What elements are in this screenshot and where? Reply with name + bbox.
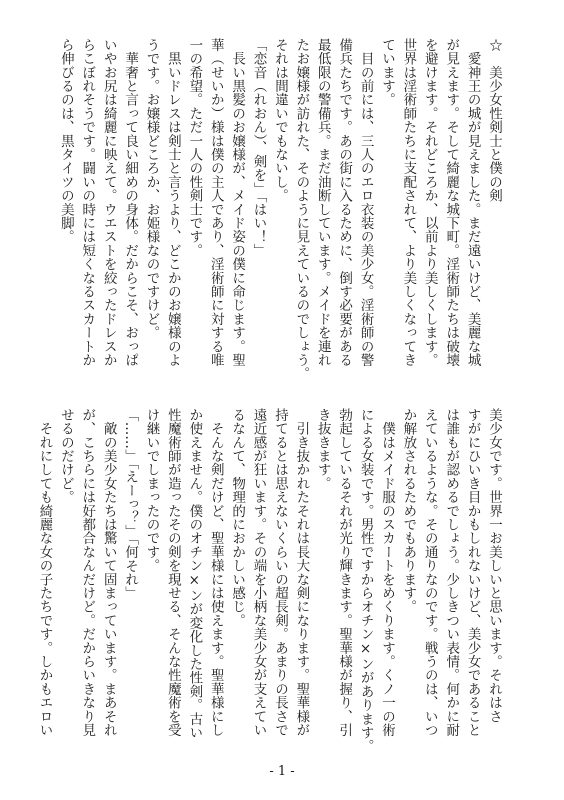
upper-text-block [44, 38, 504, 381]
text-column: 美少女です。世界一お美しいと思います。それはさ [486, 408, 502, 724]
text-column: 世界は淫術師たちに支配されて、より美しくなってき [400, 38, 417, 367]
text-column: は誰もが認めるでしょう。少しきつい表情。何かに耐 [443, 408, 460, 737]
text-column: か使えません。僕のオチン×ンが変化した性剣。古い [186, 408, 203, 740]
text-column: 黒いドレスは剣士と言うより、どこかのお嬢様のよ [164, 38, 181, 367]
text-column: いやお尻は綺麗に映えて。ウエストを絞ったドレスか [100, 38, 117, 367]
text-column: による女装です。男性ですからオチン×ンがあります。 [357, 408, 374, 753]
text-column: 最低限の警備兵。まだ油断しています。メイドを連れ [314, 38, 331, 367]
text-column: が見えます。そして綺麗な城下町。淫術師たちは破壊 [443, 38, 460, 367]
text-column: 引き抜かれたそれは長大な剣になります。聖華様が [293, 408, 310, 737]
text-column: それにしても綺麗な女の子たちです。しかもエロい [36, 408, 53, 737]
page-number: - 1 - [269, 764, 295, 779]
lower-text-block [36, 408, 504, 753]
text-column: 僕はメイド服のスカートをめくります。くノ一の術 [378, 408, 395, 737]
text-column: 「……」「えーっ？」「何それ」 [122, 408, 139, 600]
text-column: け継いでしまったのです。 [143, 408, 160, 573]
text-column: 華（せいか）様は僕の主人であり、淫術師に対する唯 [207, 38, 224, 367]
text-column: 華奢と言って良い細めの身体。だからこそ、おっぱ [122, 38, 139, 367]
text-column: それは間違いでもないし。 [271, 38, 288, 203]
text-column: らこぼれそうです。闘いの時には短くなるスカートか [79, 38, 96, 367]
text-column: き抜きます。 [314, 408, 331, 491]
text-column: ら伸びるのは、黒タイツの美脚。 [57, 38, 74, 244]
text-column: か解放されるためでもあります。 [400, 408, 417, 614]
text-column: るなんて、物理的におかしい感じ。 [229, 408, 246, 628]
text-column: 遠近感が狂います。その端を小柄な美少女が支えてい [250, 408, 267, 737]
text-column: 備兵たちです。あの街に入るために、倒す必要がある [336, 38, 353, 367]
text-column: 愛神王の城が見えました。まだ遠いけど、美麗な城 [464, 38, 481, 367]
text-column: 敵の美少女たちは驚いて固まっています。まあそれ [100, 408, 117, 737]
text-column: うです。お嬢様どころか、お姫様なのですけど。 [143, 38, 160, 340]
text-column: 勃起しているそれが光り輝きます。聖華様が握り、引 [336, 408, 353, 737]
text-column: せるのだけど。 [57, 408, 74, 504]
text-column: 持てるとは思えないくらいの超長剣。あまりの長さで [271, 408, 288, 737]
text-column: 性魔術師が造ったその剣を現せる、そんな性魔術を受 [164, 408, 181, 737]
text-column: ています。 [378, 38, 395, 107]
text-column: えているような。その通りなのです。戦うのは、いつ [421, 408, 438, 737]
chapter-title: ☆ 美少女性剣士と僕の剣 [486, 38, 502, 203]
text-column: すがにひいき目かもしれないけど、美少女であること [464, 408, 481, 737]
text-column: を避けます。それどころか、以前より美しくします。 [421, 38, 438, 367]
text-column: 目の前には、三人のエロ衣装の美少女。淫術師の警 [357, 38, 374, 367]
text-column: 一の希望。ただ一人の性剣士です。 [186, 38, 203, 258]
text-column: 長い黒髪のお嬢様が、メイド姿の僕に命じます。聖 [229, 38, 246, 367]
text-column: が、こちらには好都合なんだけど。だからいきなり見 [79, 408, 96, 737]
text-column: 「恋音（れおん）、剣を」「はい！」 [250, 38, 267, 258]
text-column: たお嬢様が訪れた、そのように見えているのでしょう。 [293, 38, 310, 381]
text-column: そんな剣だけど、聖華様には使えます。聖華様にし [207, 408, 224, 737]
